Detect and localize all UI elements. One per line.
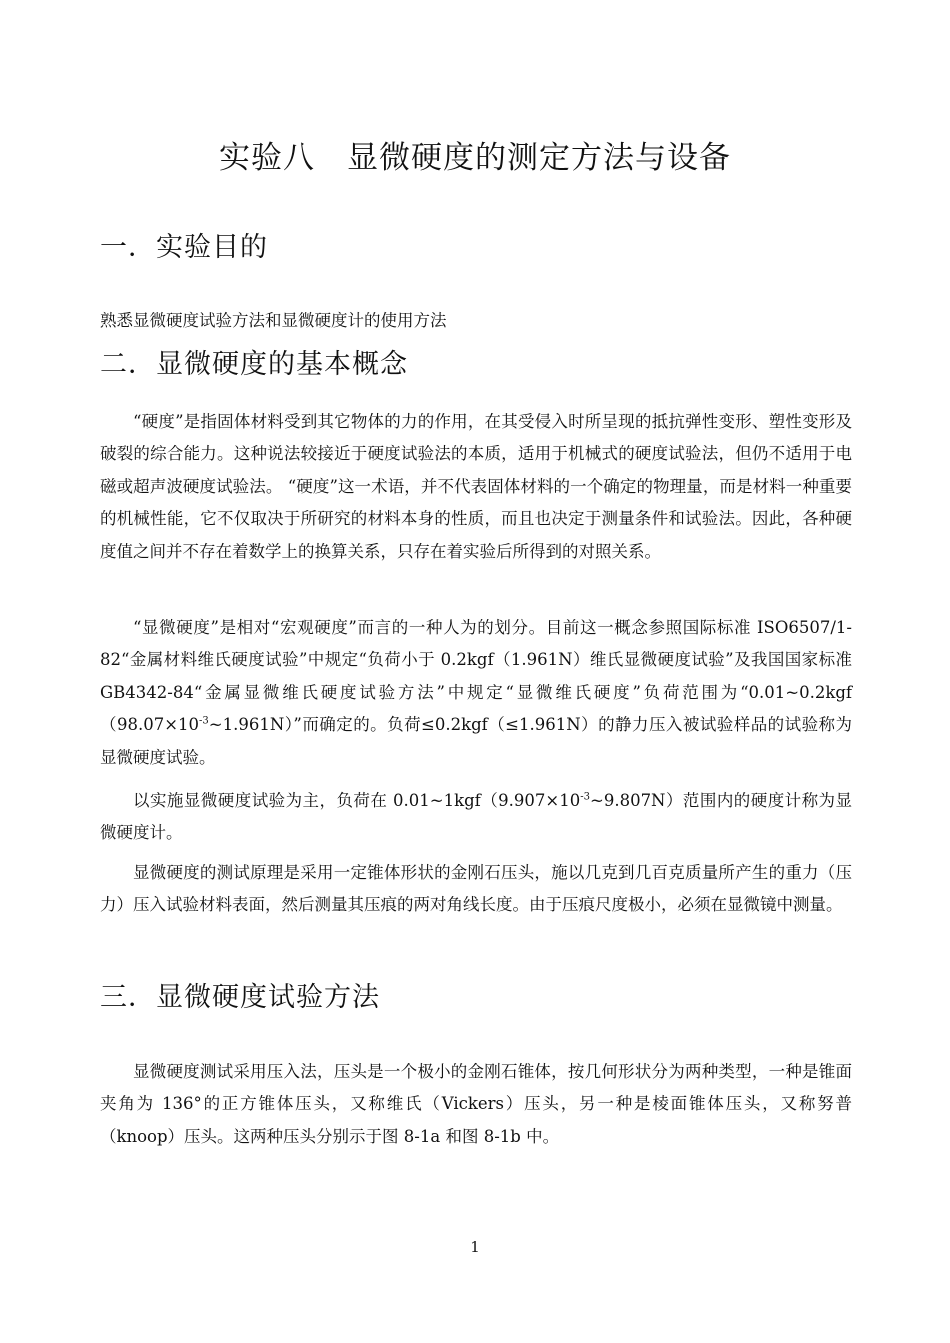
purpose-text: 熟悉显微硬度试验方法和显微硬度计的使用方法 bbox=[100, 311, 447, 330]
section-heading-purpose: 一．实验目的 bbox=[100, 232, 268, 263]
paragraph-text-part: ~1.961N）”而确定的。负荷≤0.2kgf（≤1.961N）的静力压入被试验样品的试验称为显微硬度试验。 bbox=[100, 715, 852, 767]
page-number: 1 bbox=[470, 1238, 480, 1256]
section-heading-test-method: 三．显微硬度试验方法 bbox=[100, 982, 380, 1013]
paragraph-text-part: “显微硬度”是相对“宏观硬度”而言的一种人为的划分。目前这一概念参照国际标准 ISO6507/1-82“金属材料维氏硬度试验”中规定“负荷小于 0.2kgf（1.961N）维氏显微硬度试验”及我国国家标准 GB4342-84“金属显微维氏硬度试验方法”中规定“显微维氏硬度”负荷范围为“0.01~0.2kgf（98.07×10 bbox=[100, 618, 852, 735]
exponent-text: -3 bbox=[199, 715, 209, 727]
paragraph-hardness-definition: “硬度”是指固体材料受到其它物体的力的作用，在其受侵入时所呈现的抵抗弹性变形、塑性变形及破裂的综合能力。这种说法较接近于硬度试验法的本质，适用于机械式的硬度试验法，但仍不适用于电磁或超声波硬度试验法。 “硬度”这一术语，并不代表固体材料的一个确定的物理量，而是材料一种重要的机械性能，它不仅取决于所研究的材料本身的性质，而且也决定于测量条件和试验法。因此，各种硬度值之间并不存在着数学上的换算关系，只存在着实验后所得到的对照关系。 bbox=[100, 412, 852, 561]
exponent-text: -3 bbox=[580, 791, 590, 803]
paragraph-microhardness-definition bbox=[100, 612, 852, 774]
document-title: 实验八 显微硬度的测定方法与设备 bbox=[219, 140, 731, 176]
paragraph-test-principle: 显微硬度的测试原理是采用一定锥体形状的金刚石压头，施以几克到几百克质量所产生的重力（压力）压入试验材料表面，然后测量其压痕的两对角线长度。由于压痕尺度极小，必须在显微镜中测量。 bbox=[100, 863, 852, 915]
paragraph-indentation-method: 显微硬度测试采用压入法，压头是一个极小的金刚石锥体，按几何形状分为两种类型，一种是锥面夹角为 136°的正方锥体压头，又称维氏（Vickers）压头，另一种是棱面锥体压头，又称努普（knoop）压头。这两种压头分别示于图 8-1a 和图 8-1b 中。 bbox=[100, 1062, 852, 1146]
paragraph-microhardness-tester bbox=[100, 785, 852, 850]
section-heading-basic-concepts: 二．显微硬度的基本概念 bbox=[100, 349, 408, 380]
paragraph-text-part: ~9.807N）范围内的硬度计称为显微硬度计。 bbox=[100, 791, 853, 843]
paragraph-text-part: 以实施显微硬度试验为主，负荷在 0.01~1kgf（9.907×10 bbox=[133, 791, 581, 810]
